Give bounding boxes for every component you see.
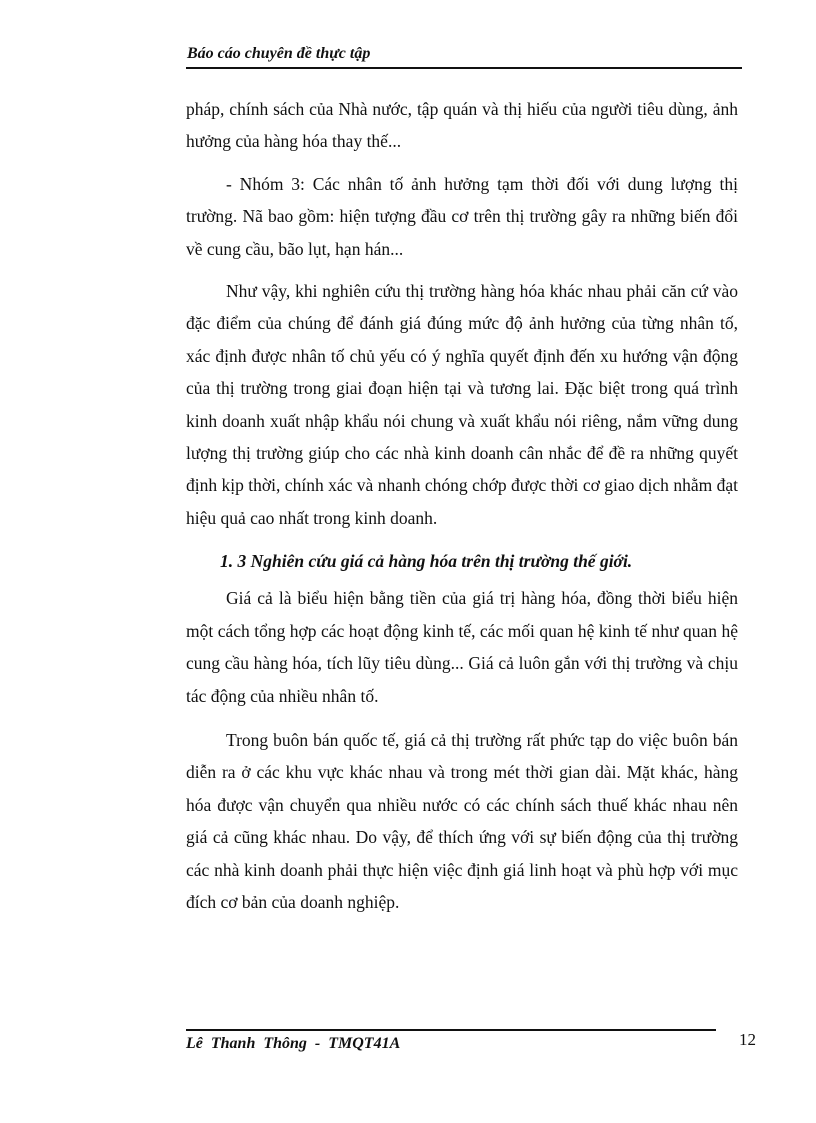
paragraph-price-definition: Giá cả là biểu hiện bằng tiền của giá trị hàng hóa, đồng thời biểu hiện một cách tổng hợp các hoạt động kinh tế, các mối quan hệ kinh tế như quan hệ cung cầu hàng hóa, tích lũy tiêu dùng... Giá cả luôn gắn với thị trường và chịu tác động của nhiều nhân tố. (186, 588, 738, 706)
page-header (186, 44, 742, 69)
paragraph-group-3: - Nhóm 3: Các nhân tố ảnh hưởng tạm thời đối với dung lượng thị trường. Nã bao gồm: hiện tượng đầu cơ trên thị trường gây ra những biến đổi về cung cầu, bão lụt, hạn hán... (186, 173, 738, 259)
paragraph-conclusion: Như vậy, khi nghiên cứu thị trường hàng hóa khác nhau phải căn cứ vào đặc điểm của chúng để đánh giá đúng mức độ ảnh hưởng của từng nhân tố, xác định được nhân tố chủ yếu có ý nghĩa quyết định đến xu hướng vận động của thị trường trong giai đoạn hiện tại và tương lai. Đặc biệt trong quá trình kinh doanh xuất nhập khẩu nói chung và xuất khẩu nói riêng, nắm vững dung lượng thị trường giúp cho các nhà kinh doanh cân nhắc để đề ra những quyết định kịp thời, chính xác và nhanh chóng chớp được thời cơ giao dịch nhằm đạt hiệu quả cao nhất trong kinh doanh. (186, 281, 738, 528)
section-heading: 1. 3 Nghiên cứu giá cả hàng hóa trên thị trường thế giới. (220, 551, 633, 572)
footer-divider (186, 1029, 716, 1031)
paragraph-continuation: pháp, chính sách của Nhà nước, tập quán và thị hiếu của người tiêu dùng, ảnh hưởng của hàng hóa thay thế... (186, 99, 738, 152)
footer-author: Lê Thanh Thông - TMQT41A (186, 1035, 401, 1052)
document-body (186, 93, 738, 928)
page-footer (186, 1029, 756, 1059)
document-title: Báo cáo chuyên đề thực tập (187, 45, 371, 62)
paragraph-international-trade: Trong buôn bán quốc tế, giá cả thị trường rất phức tạp do việc buôn bán diễn ra ở các khu vực khác nhau và trong mét thời gian dài. Mặt khác, hàng hóa được vận chuyển qua nhiều nước có các chính sách thuế khác nhau nên giá cả cũng khác nhau. Do vậy, để thích ứng với sự biến động của thị trường các nhà kinh doanh phải thực hiện việc định giá linh hoạt và phù hợp với mục đích cơ bản của doanh nghiệp. (186, 729, 738, 912)
header-divider (186, 67, 742, 69)
page-number: 12 (739, 1030, 756, 1049)
